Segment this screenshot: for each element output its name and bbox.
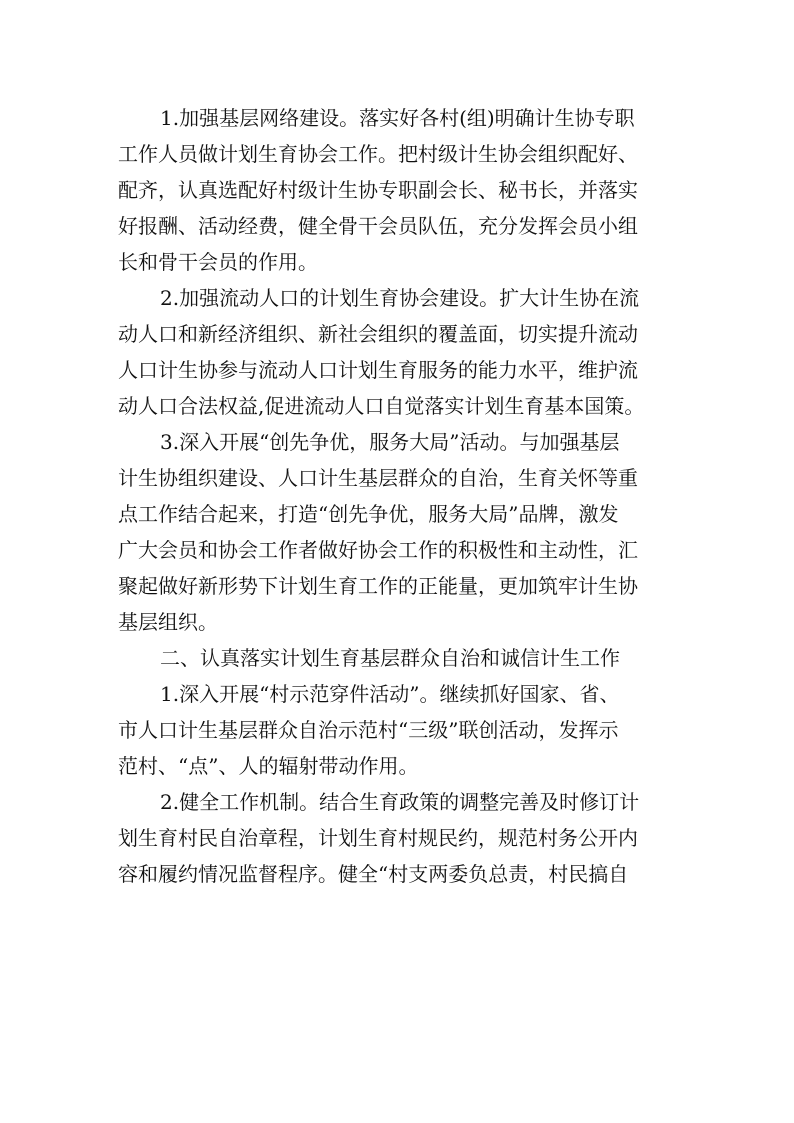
text-line: 范村、“点”、人的辐射带动作用。 [118, 754, 419, 778]
text-line: 容和履约情况监督程序。健全“村支两委负总责，村民搞自 [118, 862, 629, 886]
text-line: 3.深入开展“创先争优，服务大局”活动。与加强基层 [160, 430, 620, 454]
text-line: 点工作结合起来，打造“创先争优，服务大局”品牌，激发 [118, 502, 619, 526]
section-heading: 二、认真落实计划生育基层群众自治和诚信计生工作 [160, 646, 620, 670]
text-line: 人口计生协参与流动人口计划生育服务的能力水平，维护流 [118, 358, 638, 382]
text-line: 工作人员做计划生育协会工作。把村级计生协会组织配好、 [118, 142, 638, 166]
text-line: 基层组织。 [118, 610, 218, 634]
text-line: 配齐，认真选配好村级计生协专职副会长、秘书长，并落实 [118, 178, 638, 202]
text-line: 动人口和新经济组织、新社会组织的覆盖面，切实提升流动 [118, 322, 638, 346]
text-line: 广大会员和协会工作者做好协会工作的积极性和主动性，汇 [118, 538, 638, 562]
text-line: 2.加强流动人口的计划生育协会建设。扩大计生协在流 [160, 286, 640, 310]
text-line: 2.健全工作机制。结合生育政策的调整完善及时修订计 [160, 790, 640, 814]
text-line: 1.加强基层网络建设。落实好各村(组)明确计生协专职 [160, 106, 635, 130]
text-line: 聚起做好新形势下计划生育工作的正能量，更加筑牢计生协 [118, 574, 638, 598]
text-line: 动人口合法权益,促进流动人口自觉落实计划生育基本国策。 [118, 394, 645, 418]
text-line: 1.深入开展“村示范穿件活动”。继续抓好国家、省、 [160, 682, 620, 706]
text-line: 长和骨干会员的作用。 [118, 250, 318, 274]
text-line: 好报酬、活动经费，健全骨干会员队伍，充分发挥会员小组 [118, 214, 638, 238]
text-line: 划生育村民自治章程，计划生育村规民约，规范村务公开内 [118, 826, 638, 850]
text-line: 计生协组织建设、人口计生基层群众的自治，生育关怀等重 [118, 466, 638, 490]
text-line: 市人口计生基层群众自治示范村“三级”联创活动，发挥示 [118, 718, 619, 742]
document-body [118, 100, 678, 892]
